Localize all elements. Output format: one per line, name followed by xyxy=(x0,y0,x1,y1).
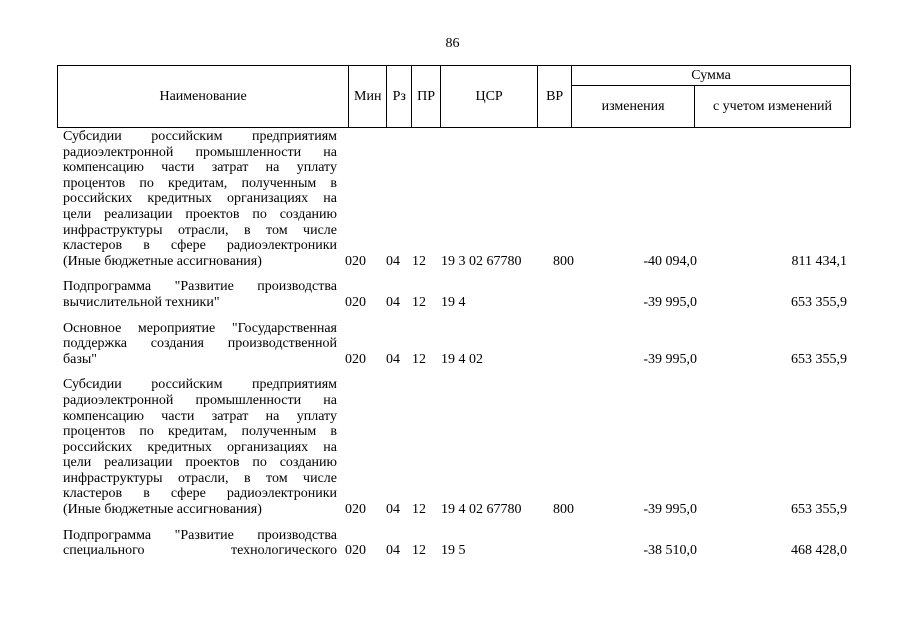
row-csr: 19 4 02 67780 xyxy=(441,502,522,518)
row-min: 020 xyxy=(345,253,366,269)
row-name-line: компенсацию части затрат на уплату xyxy=(63,408,337,424)
table-body xyxy=(57,129,851,559)
row-change: -40 094,0 xyxy=(643,253,697,269)
table-row xyxy=(57,321,851,368)
row-name xyxy=(63,279,337,310)
row-name-line: кластеров в сфере радиоэлектроники xyxy=(63,486,337,502)
header-name: Наименование xyxy=(58,66,349,128)
row-name-line: радиоэлектронной промышленности на xyxy=(63,392,337,408)
row-name-line: Субсидии российским предприятиям xyxy=(63,129,337,144)
row-name-line: инфраструктуры отрасли, в том числе xyxy=(63,222,337,238)
row-change: -39 995,0 xyxy=(643,351,697,367)
row-csr: 19 3 02 67780 xyxy=(441,253,522,269)
row-name-line: Основное мероприятие "Государственная xyxy=(63,320,337,336)
header-min: Мин xyxy=(349,66,387,128)
row-name-line: компенсацию части затрат на уплату xyxy=(63,160,337,176)
row-name-line: радиоэлектронной промышленности на xyxy=(63,144,337,160)
row-name-line: (Иные бюджетные ассигнования) xyxy=(63,502,262,518)
row-rz: 04 xyxy=(386,294,400,310)
row-pr: 12 xyxy=(412,502,426,518)
row-csr: 19 5 xyxy=(441,543,466,559)
row-name-line: специального технологического xyxy=(63,543,337,559)
row-name-line: российских кредитных организациях на xyxy=(63,439,337,455)
row-pr: 12 xyxy=(412,543,426,559)
header-rz: Рз xyxy=(387,66,412,128)
row-total: 653 355,9 xyxy=(791,351,847,367)
table-row xyxy=(57,528,851,559)
row-name-line: вычислительной техники" xyxy=(63,294,220,310)
row-name-line: процентов по кредитам, полученным в xyxy=(63,175,337,191)
row-total: 653 355,9 xyxy=(791,294,847,310)
header-csr: ЦСР xyxy=(441,66,538,128)
row-rz: 04 xyxy=(386,253,400,269)
row-total: 653 355,9 xyxy=(791,502,847,518)
row-name-line: российских кредитных организациях на xyxy=(63,191,337,207)
row-rz: 04 xyxy=(386,351,400,367)
row-total: 811 434,1 xyxy=(791,253,847,269)
row-name xyxy=(63,321,337,368)
table-row xyxy=(57,129,851,269)
header-with-changes: с учетом изменений xyxy=(695,86,851,128)
row-vr: 800 xyxy=(553,502,574,518)
table-row xyxy=(57,279,851,310)
row-name-line: (Иные бюджетные ассигнования) xyxy=(63,253,262,269)
row-change: -38 510,0 xyxy=(643,543,697,559)
header-vr: ВР xyxy=(538,66,572,128)
page-number: 86 xyxy=(445,36,460,51)
row-pr: 12 xyxy=(412,294,426,310)
row-name-line: базы" xyxy=(63,351,97,367)
row-vr: 800 xyxy=(553,253,574,269)
row-min: 020 xyxy=(345,294,366,310)
row-name xyxy=(63,129,337,269)
row-name-line: поддержка создания производственной xyxy=(63,336,337,352)
row-name-line: Подпрограмма "Развитие производства xyxy=(63,527,337,543)
row-pr: 12 xyxy=(412,351,426,367)
row-name-line: цели реализации проектов по созданию xyxy=(63,455,337,471)
table-row xyxy=(57,377,851,517)
header-changes: изменения xyxy=(572,86,695,128)
row-total: 468 428,0 xyxy=(791,543,847,559)
row-name-line: инфраструктуры отрасли, в том числе xyxy=(63,470,337,486)
row-change: -39 995,0 xyxy=(643,502,697,518)
row-csr: 19 4 02 xyxy=(441,351,483,367)
row-pr: 12 xyxy=(412,253,426,269)
header-sum: Сумма xyxy=(572,66,851,86)
row-name-line: Подпрограмма "Развитие производства xyxy=(63,279,337,295)
table-header xyxy=(57,65,851,128)
row-name-line: кластеров в сфере радиоэлектроники xyxy=(63,238,337,254)
row-name xyxy=(63,528,337,559)
row-name xyxy=(63,377,337,517)
row-min: 020 xyxy=(345,351,366,367)
row-rz: 04 xyxy=(386,543,400,559)
header-pr: ПР xyxy=(412,66,441,128)
row-min: 020 xyxy=(345,543,366,559)
row-min: 020 xyxy=(345,502,366,518)
row-name-line: процентов по кредитам, полученным в xyxy=(63,424,337,440)
row-csr: 19 4 xyxy=(441,294,466,310)
row-name-line: цели реализации проектов по созданию xyxy=(63,206,337,222)
row-rz: 04 xyxy=(386,502,400,518)
row-name-line: Субсидии российским предприятиям xyxy=(63,377,337,393)
row-change: -39 995,0 xyxy=(643,294,697,310)
